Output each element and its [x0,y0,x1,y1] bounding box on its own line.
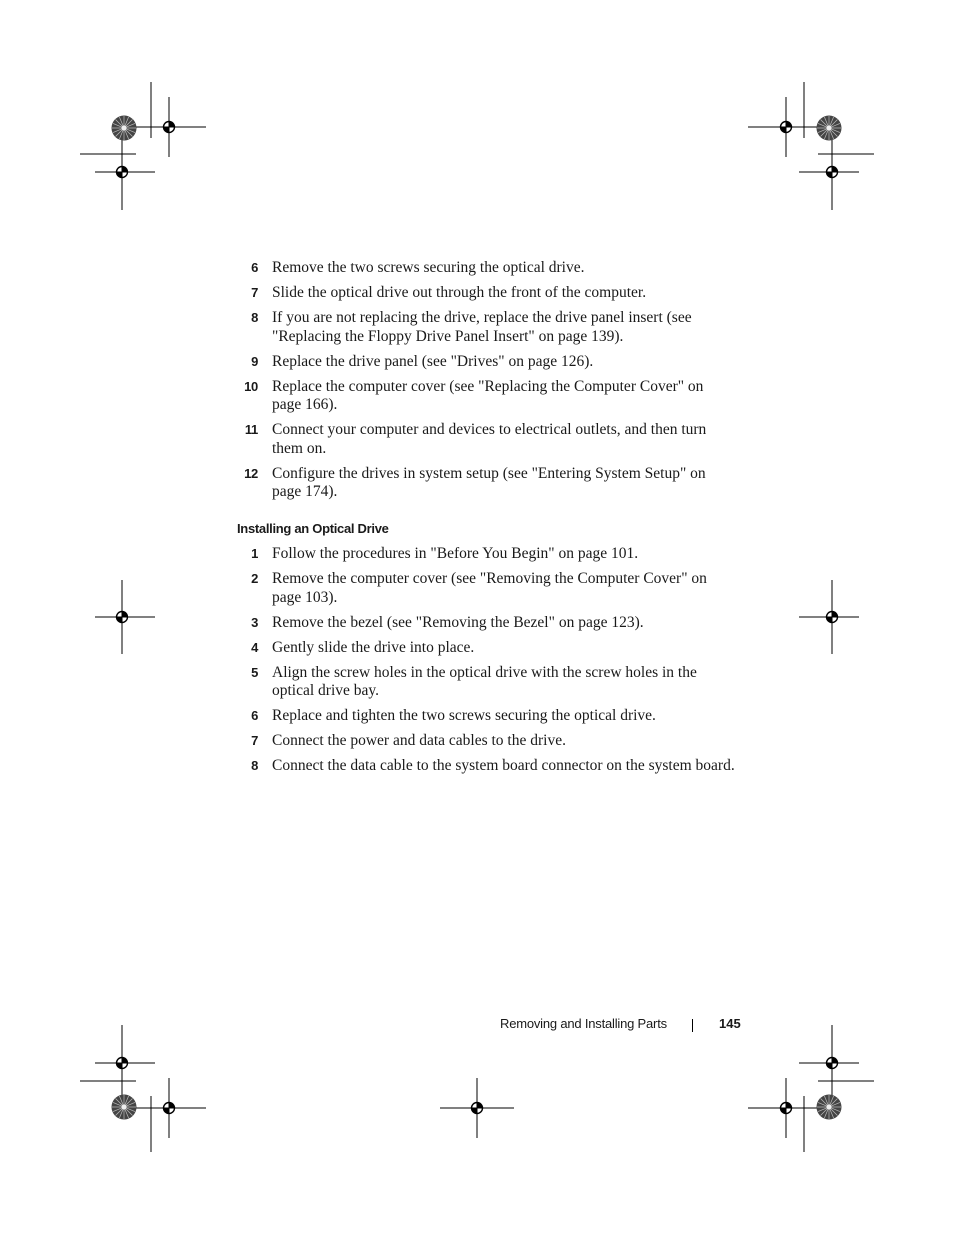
section-heading: Installing an Optical Drive [237,521,389,536]
footer-section-title: Removing and Installing Parts [500,1016,667,1031]
step-text: Remove the computer cover (see "Removing the Computer Cover" on page 103). [272,570,707,606]
step-number: 10 [244,378,258,394]
step-text: Connect your computer and devices to electrical outlets, and then turn them on. [272,421,707,457]
step-number: 5 [251,664,258,680]
step-item [236,757,736,776]
step-item [236,259,736,278]
step-item [236,614,736,633]
continued-steps-list [236,259,736,508]
step-number: 8 [251,758,258,773]
step-number: 7 [251,285,258,300]
step-number: 1 [251,546,258,561]
step-item [236,465,736,502]
step-number: 6 [251,708,258,723]
step-text: Follow the procedures in "Before You Begin" on page 101. [272,545,639,562]
installing-steps-list [236,545,736,782]
step-number: 8 [251,310,258,325]
step-item [236,545,736,564]
step-text: Connect the data cable to the system board connector on the system board. [272,757,735,774]
step-number: 12 [244,465,258,481]
step-item [236,707,736,726]
step-number: 4 [251,639,258,655]
footer-separator [692,1019,693,1032]
step-item [236,378,736,415]
step-text: Gently slide the drive into place. [272,638,475,656]
step-number: 11 [244,422,258,437]
step-item [236,570,736,607]
step-text: If you are not replacing the drive, replace the drive panel insert (see "Replacing the Floppy Drive Panel Insert" on page 139). [272,309,692,345]
step-text: Connect the power and data cables to the drive. [272,732,566,749]
step-item [236,284,736,303]
step-number: 9 [251,353,258,369]
step-text: Align the screw holes in the optical drive with the screw holes in the optical drive bay. [272,663,697,699]
step-text: Replace the computer cover (see "Replacing the Computer Cover" on page 166). [272,377,704,413]
page-number: 145 [719,1016,741,1031]
step-number: 2 [251,571,258,586]
step-text: Remove the bezel (see "Removing the Bezel" on page 123). [272,613,644,631]
step-item [236,732,736,751]
step-item [236,664,736,701]
step-number: 6 [251,260,258,275]
step-item [236,639,736,658]
step-number: 3 [251,614,258,630]
step-text: Configure the drives in system setup (see "Entering System Setup" on page 174). [272,464,706,500]
step-item [236,353,736,372]
step-number: 7 [251,733,258,748]
step-text: Replace the drive panel (see "Drives" on page 126). [272,352,594,370]
step-text: Remove the two screws securing the optical drive. [272,259,585,276]
step-text: Slide the optical drive out through the front of the computer. [272,284,647,301]
step-item [236,309,736,346]
step-text: Replace and tighten the two screws securing the optical drive. [272,707,656,724]
step-item [236,421,736,458]
